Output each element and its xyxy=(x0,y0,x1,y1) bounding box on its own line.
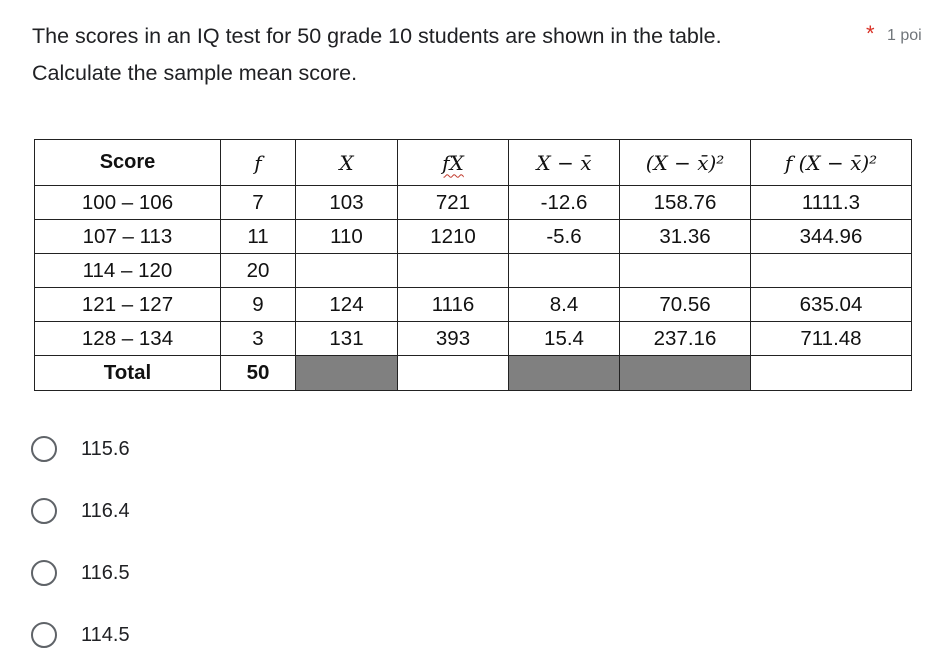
option-label: 116.4 xyxy=(81,499,130,522)
cell-score: 100 – 106 xyxy=(35,186,221,220)
table-row xyxy=(35,288,912,322)
radio-button-icon[interactable] xyxy=(31,560,57,586)
cell-deviation-squared: 70.56 xyxy=(620,288,751,322)
cell-score: 121 – 127 xyxy=(35,288,221,322)
radio-button-icon[interactable] xyxy=(31,622,57,648)
cell-fx: 1116 xyxy=(398,288,509,322)
cell-f-deviation-squared xyxy=(751,254,912,288)
iq-score-table xyxy=(34,139,912,391)
question-line-2: Calculate the sample mean score. xyxy=(32,61,358,85)
cell-fx: 721 xyxy=(398,186,509,220)
option-label: 115.6 xyxy=(81,437,130,460)
table-row xyxy=(35,220,912,254)
header-f-deviation-squared: f (X − x̄)² xyxy=(751,140,912,186)
cell-x: 103 xyxy=(296,186,398,220)
cell-x: 124 xyxy=(296,288,398,322)
cell-score: 107 – 113 xyxy=(35,220,221,254)
cell-fx: 393 xyxy=(398,322,509,356)
table-row xyxy=(35,186,912,220)
radio-button-icon[interactable] xyxy=(31,498,57,524)
option-2[interactable] xyxy=(31,480,130,542)
total-f: 50 xyxy=(221,356,296,391)
total-f-deviation-squared xyxy=(751,356,912,391)
header-f: f xyxy=(221,140,296,186)
option-4[interactable] xyxy=(31,604,130,666)
cell-deviation: -5.6 xyxy=(509,220,620,254)
cell-x: 110 xyxy=(296,220,398,254)
answer-options xyxy=(31,418,130,666)
header-score: Score xyxy=(35,140,221,186)
cell-x: 131 xyxy=(296,322,398,356)
total-fx xyxy=(398,356,509,391)
question-text xyxy=(32,18,852,92)
total-row xyxy=(35,356,912,391)
table-header-row xyxy=(35,140,912,186)
cell-deviation: 15.4 xyxy=(509,322,620,356)
header-fx-label: fX xyxy=(442,150,464,175)
header-fx xyxy=(398,140,509,186)
header-x: X xyxy=(296,140,398,186)
cell-f: 3 xyxy=(221,322,296,356)
option-label: 114.5 xyxy=(81,623,130,646)
cell-f: 20 xyxy=(221,254,296,288)
cell-deviation-squared: 158.76 xyxy=(620,186,751,220)
cell-fx xyxy=(398,254,509,288)
cell-f-deviation-squared: 1111.3 xyxy=(751,186,912,220)
cell-score: 114 – 120 xyxy=(35,254,221,288)
cell-deviation: -12.6 xyxy=(509,186,620,220)
shaded-cell-deviation xyxy=(509,356,620,391)
cell-f: 11 xyxy=(221,220,296,254)
cell-deviation-squared: 31.36 xyxy=(620,220,751,254)
table-row xyxy=(35,254,912,288)
option-label: 116.5 xyxy=(81,561,130,584)
option-3[interactable] xyxy=(31,542,130,604)
cell-f-deviation-squared: 711.48 xyxy=(751,322,912,356)
cell-deviation xyxy=(509,254,620,288)
cell-f-deviation-squared: 344.96 xyxy=(751,220,912,254)
cell-x xyxy=(296,254,398,288)
header-deviation: X − x̄ xyxy=(509,140,620,186)
cell-f: 7 xyxy=(221,186,296,220)
radio-button-icon[interactable] xyxy=(31,436,57,462)
cell-f-deviation-squared: 635.04 xyxy=(751,288,912,322)
points-label: 1 poi xyxy=(887,27,922,44)
table-row xyxy=(35,322,912,356)
shaded-cell-x xyxy=(296,356,398,391)
header-deviation-squared: (X − x̄)² xyxy=(620,140,751,186)
question-line-1: The scores in an IQ test for 50 grade 10 students are shown in the table. xyxy=(32,24,722,48)
total-label: Total xyxy=(35,356,221,391)
cell-deviation: 8.4 xyxy=(509,288,620,322)
cell-deviation-squared xyxy=(620,254,751,288)
shaded-cell-deviation-squared xyxy=(620,356,751,391)
required-asterisk: * xyxy=(866,21,875,46)
cell-deviation-squared: 237.16 xyxy=(620,322,751,356)
option-1[interactable] xyxy=(31,418,130,480)
cell-fx: 1210 xyxy=(398,220,509,254)
cell-f: 9 xyxy=(221,288,296,322)
cell-score: 128 – 134 xyxy=(35,322,221,356)
